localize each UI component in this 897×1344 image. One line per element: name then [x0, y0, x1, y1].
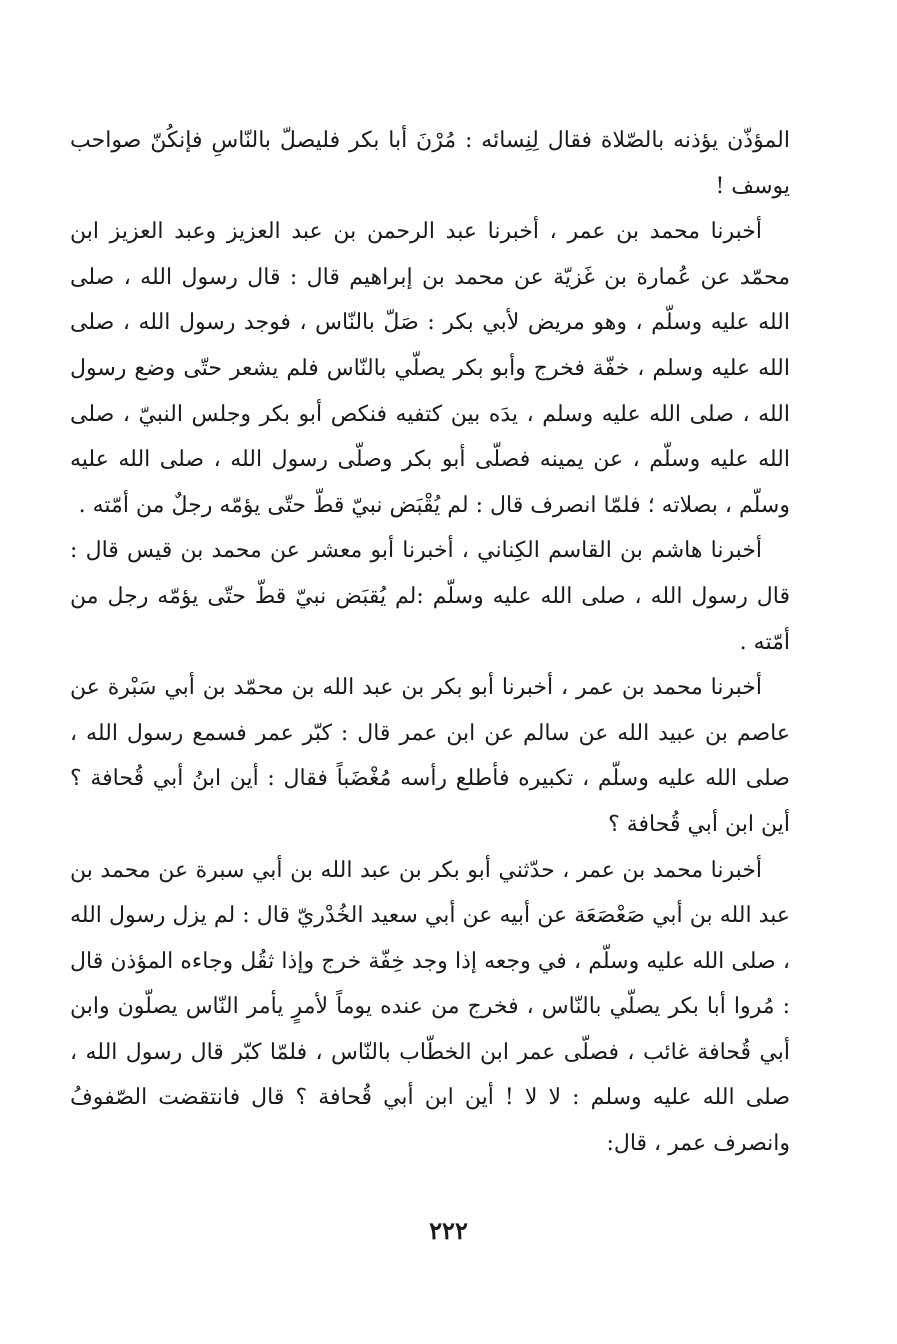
paragraph-hadith-2: أخبرنا هاشم بن القاسم الكِناني ، أخبرنا أبو معشر عن محمد بن قيس قال : قال رسول الله ، صلى الله عليه وسلّم :لم يُقبَض نبيّ قطّ حتّى يؤمّه رجل من أمّته . [70, 538, 790, 655]
paragraph-hadith-3: أخبرنا محمد بن عمر ، أخبرنا أبو بكر بن عبد الله بن محمّد بن أبي سَبْرة عن عاصم بن عبيد الله عن سالم عن ابن عمر قال : كبّر عمر فسمع رسول الله ، صلى الله عليه وسلّم ، تكبيره فأطلع رأسه مُغْضَباً فقال : أين ابنُ أبي قُحافة ؟ أين ابن أبي قُحافة ؟ [70, 675, 790, 837]
paragraph-hadith-1: أخبرنا محمد بن عمر ، أخبرنا عبد الرحمن بن عبد العزيز وعبد العزيز ابن محمّد عن عُمارة بن غَزيّة عن محمد بن إبراهيم قال : قال رسول الله ، صلى الله عليه وسلّم ، وهو مريض لأبي بكر : صَلّ بالنّاس ، فوجد رسول الله ، صلى الله عليه وسلم ، خفّة فخرج وأبو بكر يصلّي بالنّاس فلم يشعر حتّى وضع رسول الله ، صلى الله عليه وسلم ، يدَه بين كتفيه فنكص أبو بكر وجلس النبيّ ، صلى الله عليه وسلّم ، عن يمينه فصلّى أبو بكر وصلّى رسول الله ، صلى الله عليه وسلّم ، بصلاته ؛ فلمّا انصرف قال : لم يُقْبَض نبيّ قطّ حتّى يؤمّه رجلٌ من أمّته . [70, 219, 790, 518]
paragraph-continuation: المؤذّن يؤذنه بالصّلاة فقال لِنِسائه : مُرْنَ أبا بكر فليصلّ بالنّاسِ فإنكُنّ صواحب يوسف ! [70, 128, 790, 199]
paragraph-hadith-4: أخبرنا محمد بن عمر ، حدّثني أبو بكر بن عبد الله بن أبي سبرة عن محمد بن عبد الله بن أبي صَعْصَعَة عن أبيه عن أبي سعيد الخُدْريّ قال : لم يزل رسول الله ، صلى الله عليه وسلّم ، في وجعه إذا وجد خِفّة خرج وإذا ثقُل وجاءه المؤذن قال : مُروا أبا بكر يصلّي بالنّاس ، فخرج من عنده يوماً لأمرٍ يأمر النّاس يصلّون وابن أبي قُحافة غائب ، فصلّى عمر ابن الخطّاب بالنّاس ، فلمّا كبّر قال رسول الله ، صلى الله عليه وسلم : لا لا ! أين ابن أبي قُحافة ؟ قال فانتقضت الصّفوفُ وانصرف عمر ، قال: [70, 857, 790, 1157]
page-number: ٢٢٢ [429, 1216, 468, 1245]
page-body [70, 118, 790, 1208]
